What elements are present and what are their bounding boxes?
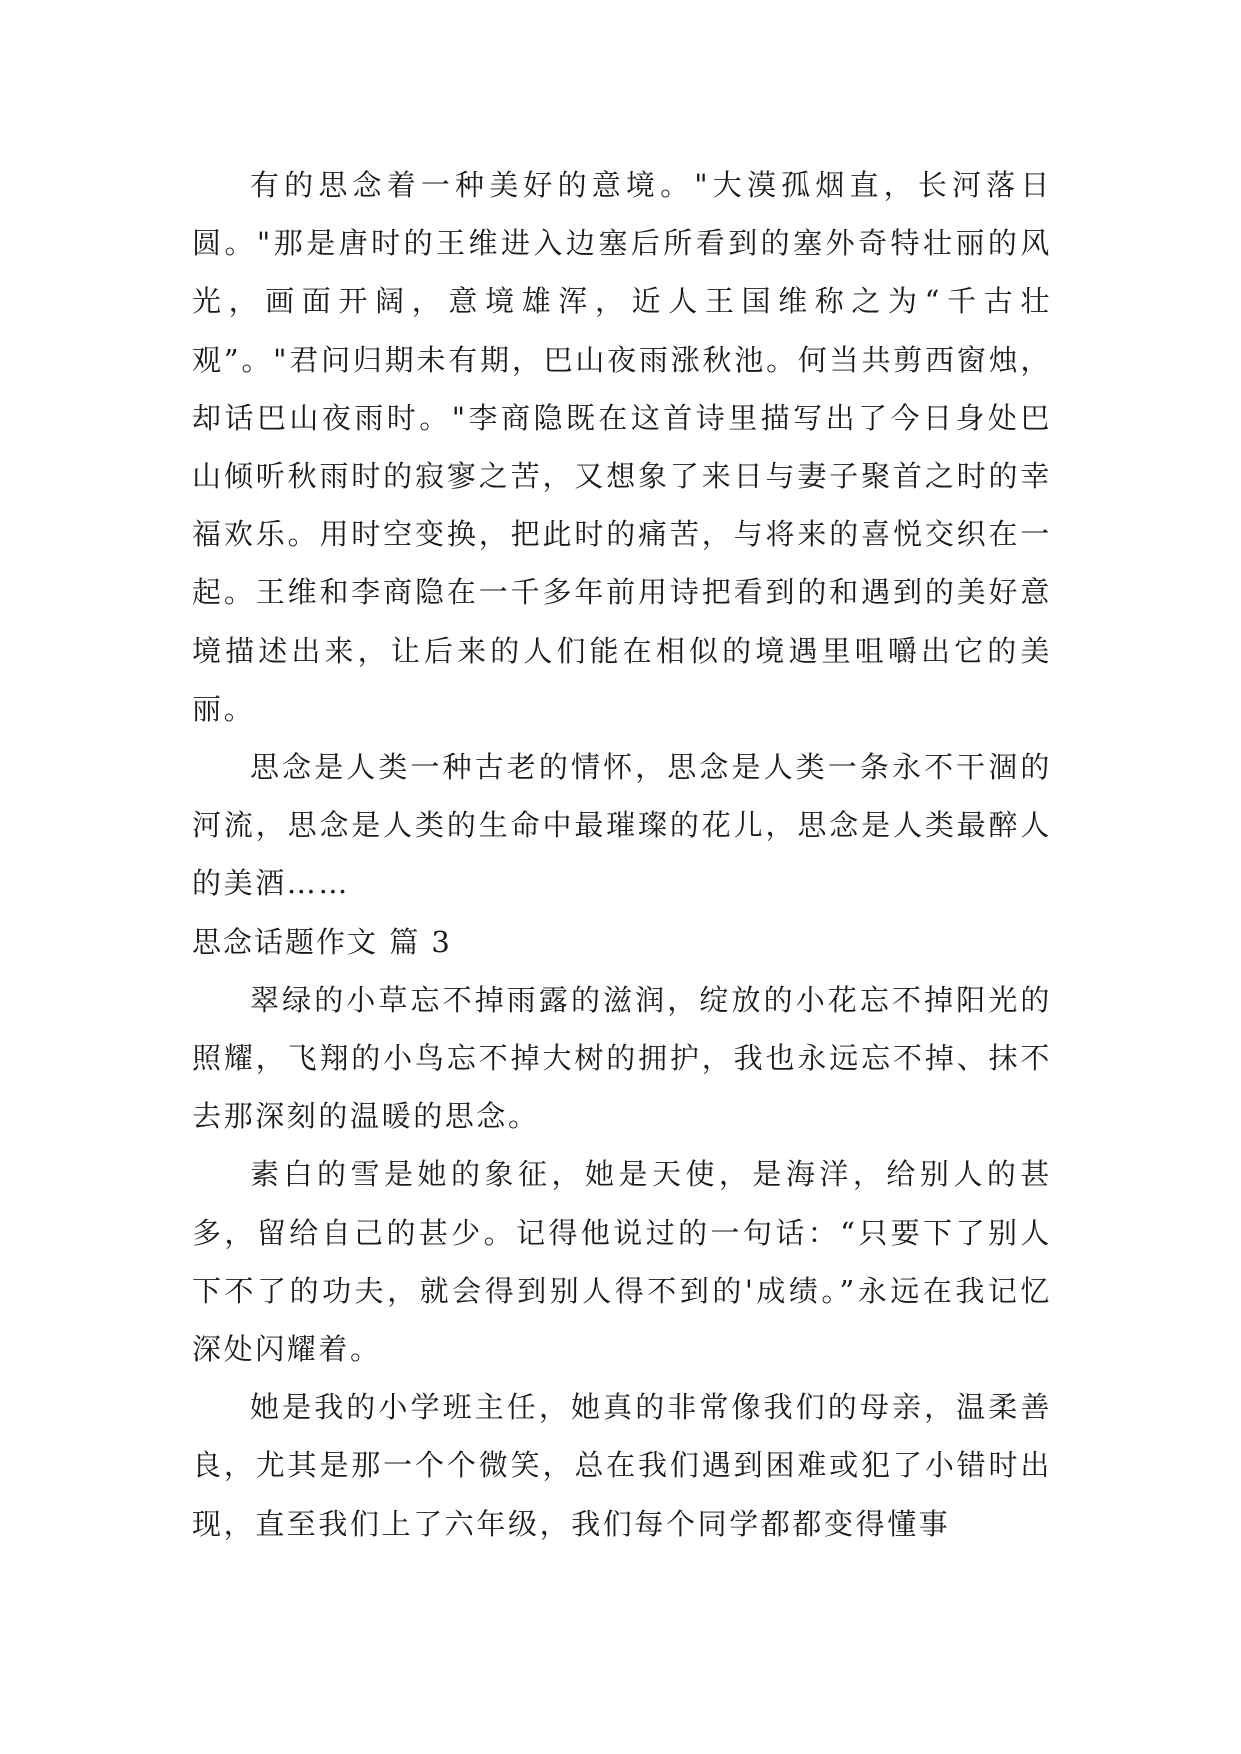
document-body (192, 156, 1052, 1553)
paragraph: 她是我的小学班主任，她真的非常像我们的母亲，温柔善良，尤其是那一个个微笑，总在我们遇到困难或犯了小错时出现，直至我们上了六年级，我们每个同学都都变得懂事 (192, 1390, 1052, 1541)
paragraph: 翠绿的小草忘不掉雨露的滋润，绽放的小花忘不掉阳光的照耀，飞翔的小鸟忘不掉大树的拥护，我也永远忘不掉、抹不去那深刻的温暖的思念。 (192, 982, 1052, 1134)
section-heading: 思念话题作文 篇 3 (192, 924, 452, 959)
paragraph: 素白的雪是她的象征，她是天使，是海洋，给别人的甚多，留给自己的甚少。记得他说过的一句话：“只要下了别人下不了的功夫，就会得到别人得不到的'成绩。”永远在我记忆深处闪耀着。 (192, 1157, 1052, 1367)
paragraph: 思念是人类一种古老的情怀，思念是人类一条永不干涸的河流，思念是人类的生命中最璀璨的花儿，思念是人类最醉人的美酒…… (192, 750, 1052, 901)
paragraph: 有的思念着一种美好的意境。"大漠孤烟直，长河落日圆。"那是唐时的王维进入边塞后所看到的塞外奇特壮丽的风光，画面开阔，意境雄浑，近人王国维称之为“千古壮观”。"君问归期未有期，巴山夜雨涨秋池。何当共剪西窗烛，却话巴山夜雨时。"李商隐既在这首诗里描写出了今日身处巴山倾听秋雨时的寂寥之苦，又想象了来日与妻子聚首之时的幸福欢乐。用时空变换，把此时的痛苦，与将来的喜悦交织在一起。王维和李商隐在一千多年前用诗把看到的和遇到的美好意境描述出来，让后来的人们能在相似的境遇里咀嚼出它的美丽。 (192, 168, 1052, 726)
